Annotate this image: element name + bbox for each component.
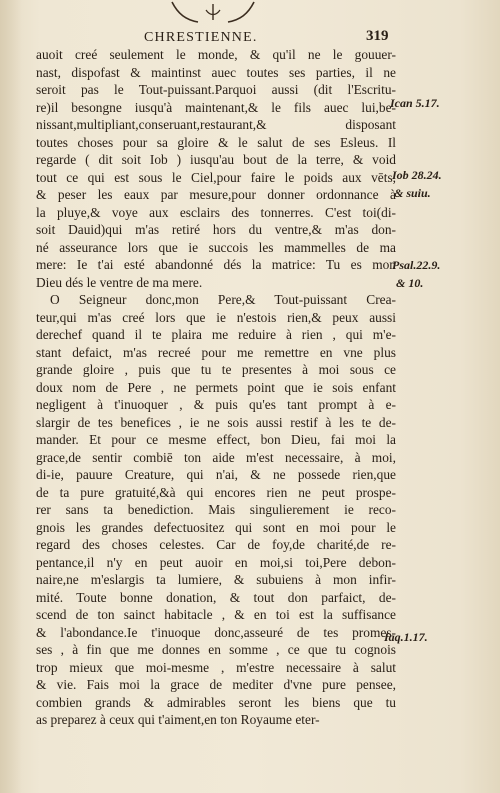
margin-note: Iob 28.24. (392, 168, 442, 182)
margin-note: & 10. (396, 276, 424, 290)
text-line: ses , à fin que me donnes en somme , ce que tu cognois (36, 642, 396, 657)
margin-note: Ican 5.17. (390, 96, 440, 110)
text-line: di-ie, pauure Creature, qui n'ai, & ne possede rien,que (36, 467, 396, 482)
text-line: & l'abondance.Ie t'inuoque donc,asseuré de tes promes- (36, 624, 396, 640)
binding-gutter-shadow (0, 0, 22, 793)
text-line: trop mieux que moi-mesme , m'estre necessaire à salut (36, 659, 396, 675)
text-line: mander. Et pour ce mesme effect, bon Dieu, fai moi la (36, 432, 396, 447)
text-line: tout ce qui est sous le Ciel,pour faire le poids aux vēts, (36, 169, 396, 185)
text-line: grande gloire , puis que tu te presentes à moi sous ce (36, 362, 396, 377)
margin-note: Iaq.1.17. (384, 630, 428, 644)
text-line: seroit pas le Tout-puissant.Parquoi aussi (dit l'Escritu- (36, 82, 396, 97)
text-line: auoit creé seulement le monde, & qu'il ne le gouuer- (36, 47, 396, 62)
text-line: Dieu dés le ventre de ma mere. (36, 274, 203, 290)
text-line: gnois les grandes defectuositez qui sont en moi pour le (36, 519, 396, 535)
running-title: CHRESTIENNE. (144, 30, 258, 45)
text-line: grace,de sentir combiē ton aide m'est necessaire, à moi, (36, 449, 396, 465)
text-line: slargir de tes benefices , ie ne sois aussi restif à les te de- (36, 414, 396, 430)
margin-note: & suiu. (394, 186, 431, 200)
text-line: & vie. Fais moi la grace de mediter d'vne pure pensee, (36, 677, 396, 692)
text-line: pentance,il n'y en peut auoir en moi,si toi,Pere debon- (36, 554, 396, 570)
body-text (36, 46, 396, 729)
text-line: teur,qui m'as creé lors que ie n'estois rien,& peux aussi (36, 309, 396, 325)
text-line: as preparez à ceux qui t'aiment,en ton Royaume eter- (36, 712, 320, 727)
text-line: soit Dauid)qui m'as retiré hors du ventre,& m'as don- (36, 222, 396, 237)
text-line: de ta pure gratuité,&à qui encores rien ne peut prospe- (36, 484, 396, 500)
text-line: re)il besongne iusqu'à maintenant,& le fils auec lui,be- (36, 99, 396, 115)
text-line: derechef quand il te plaira me reduire à rien , qui m'e- (36, 327, 396, 342)
text-line: doux nom de Pere , ne permets point que ie sois enfant (36, 379, 396, 395)
page-number: 319 (366, 28, 389, 44)
text-line: O Seigneur donc,mon Pere,& Tout-puissant Crea- (50, 292, 396, 307)
text-line: naire,ne m'eslargis ta lumiere, & subuiens à mon infir- (36, 572, 396, 587)
text-line: nissant,multipliant,conseruant,restaurant,& disposant (36, 117, 396, 132)
text-line: combien grands & admirables seront les biens que tu (36, 694, 396, 710)
header-ornament-icon (168, 0, 258, 26)
margin-note: Psal.22.9. (392, 258, 441, 272)
text-line: regard des choses celestes. Car de foy,de charité,de re- (36, 537, 396, 552)
text-line: mité. Toute bonne donation, & tout don parfaict, de- (36, 589, 396, 605)
text-line: scend de ton sainct habitacle , & en toi est la suffisance (36, 607, 396, 622)
text-line: la pluye,& voye aux esclairs des tonnerres. C'est toi(di- (36, 204, 396, 220)
text-line: regarde ( dit soit Iob ) iusqu'au bout de la terre, & void (36, 152, 396, 167)
text-line: nast, dispofast & maintinst auec toutes ses parties, il ne (36, 64, 396, 80)
margin-notes (384, 0, 500, 793)
text-line: toutes choses pour sa gloire & le salut de ses Esleus. Il (36, 134, 396, 150)
text-line: & peser les eaux par mesure,pour donner ordonnance à (36, 187, 396, 202)
text-line: mere: Ie t'ai esté abandonné dés la matrice: Tu es mon (36, 257, 396, 272)
text-line: né asseurance lors que ie succois les mammelles de ma (36, 239, 396, 255)
text-line: stant defaict, m'as recreé pour me remettre en vne plus (36, 344, 396, 360)
text-line: negligent à t'inuoquer , & puis qu'es tant prompt à e- (36, 397, 396, 412)
text-line: rer sans ta benediction. Mais singulierement ie reco- (36, 502, 396, 517)
